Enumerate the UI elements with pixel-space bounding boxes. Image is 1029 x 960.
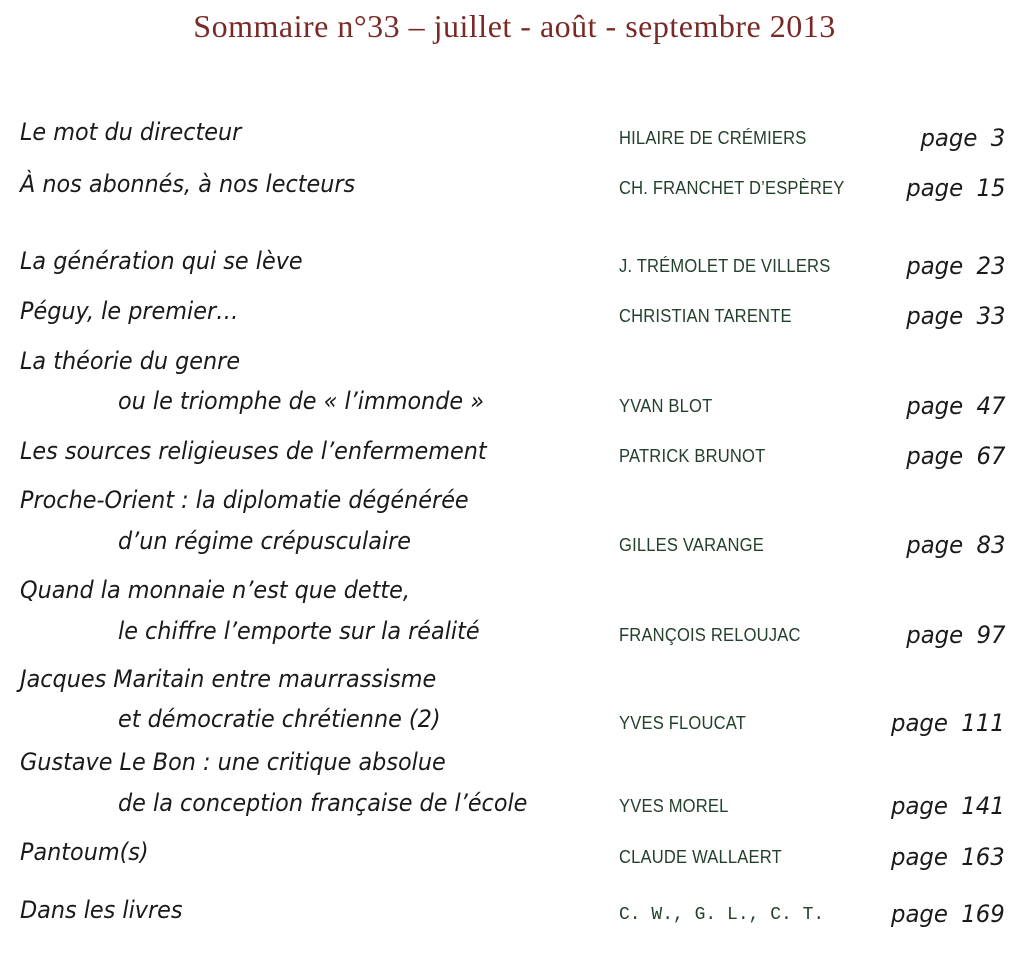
entry-title: À nos abonnés, à nos lecteurs xyxy=(20,170,356,198)
page-word: page xyxy=(905,252,963,280)
entry-title: La théorie du genre xyxy=(20,347,241,375)
page-number: 97 xyxy=(975,621,1005,649)
entry-page-ref xyxy=(906,302,1005,330)
entry-page-ref xyxy=(906,252,1005,280)
entry-author: CLAUDE WALLAERT xyxy=(619,847,782,867)
entry-title: Péguy, le premier… xyxy=(20,297,239,325)
entry-author: GILLES VARANGE xyxy=(619,535,764,555)
entry-subtitle: ou le triomphe de « l’immonde » xyxy=(118,387,485,415)
entry-subtitle: le chiffre l’emporte sur la réalité xyxy=(118,617,480,645)
entry-title: Jacques Maritain entre maurrassisme xyxy=(20,665,437,693)
page-word: page xyxy=(905,531,963,559)
entry-author: YVES FLOUCAT xyxy=(619,713,747,733)
page-number: 67 xyxy=(975,442,1005,470)
entry-author: FRANÇOIS RELOUJAC xyxy=(619,625,801,645)
entry-author: CH. FRANCHET D’ESPÈREY xyxy=(619,178,845,198)
page-word: page xyxy=(891,843,949,871)
page-title: Sommaire n°33 – juillet - août - septembre 2013 xyxy=(193,8,836,44)
entry-subtitle: et démocratie chrétienne (2) xyxy=(118,705,441,733)
entry-author: YVAN BLOT xyxy=(619,396,713,416)
entry-page-ref xyxy=(906,392,1005,420)
entry-author: J. TRÉMOLET DE VILLERS xyxy=(619,256,831,276)
page-number: 15 xyxy=(975,174,1005,202)
page-number: 111 xyxy=(961,709,1005,737)
page-word: page xyxy=(891,792,949,820)
entry-author: YVES MOREL xyxy=(619,796,729,816)
entry-title: Le mot du directeur xyxy=(20,118,242,146)
entry-page-ref xyxy=(906,531,1005,559)
page-word: page xyxy=(891,709,949,737)
page-number: 141 xyxy=(961,792,1005,820)
entry-page-ref xyxy=(891,843,1005,871)
entry-page-ref xyxy=(920,124,1005,152)
entry-title: Pantoum(s) xyxy=(20,838,149,866)
page-number: 3 xyxy=(990,124,1005,152)
entry-title: La génération qui se lève xyxy=(20,247,303,275)
entry-subtitle: d’un régime crépusculaire xyxy=(118,527,412,555)
page-number: 83 xyxy=(975,531,1005,559)
page-number: 163 xyxy=(961,843,1005,871)
page-number: 23 xyxy=(975,252,1005,280)
entry-title: Les sources religieuses de l’enfermement xyxy=(20,437,487,465)
page-number: 169 xyxy=(961,900,1005,928)
entry-page-ref xyxy=(906,174,1005,202)
page-number: 33 xyxy=(975,302,1005,330)
entry-author: HILAIRE DE CRÉMIERS xyxy=(619,128,807,148)
entry-page-ref xyxy=(891,792,1005,820)
entry-page-ref xyxy=(891,900,1005,928)
page-number: 47 xyxy=(975,392,1005,420)
page-word: page xyxy=(920,124,978,152)
entry-page-ref xyxy=(906,621,1005,649)
entry-author: C. W., G. L., C. T. xyxy=(619,905,825,925)
entry-title: Quand la monnaie n’est que dette, xyxy=(20,576,410,604)
page-word: page xyxy=(905,174,963,202)
entry-title: Proche-Orient : la diplomatie dégénérée xyxy=(20,486,469,514)
entry-page-ref xyxy=(906,442,1005,470)
entry-subtitle: de la conception française de l’école xyxy=(118,789,528,817)
entry-page-ref xyxy=(891,709,1005,737)
entry-title: Gustave Le Bon : une critique absolue xyxy=(20,748,446,776)
page-word: page xyxy=(891,900,949,928)
page-word: page xyxy=(905,392,963,420)
entry-author: PATRICK BRUNOT xyxy=(619,446,766,466)
page-word: page xyxy=(905,302,963,330)
page-word: page xyxy=(905,621,963,649)
entry-title: Dans les livres xyxy=(20,896,183,924)
page-word: page xyxy=(905,442,963,470)
entry-author: CHRISTIAN TARENTE xyxy=(619,306,792,326)
